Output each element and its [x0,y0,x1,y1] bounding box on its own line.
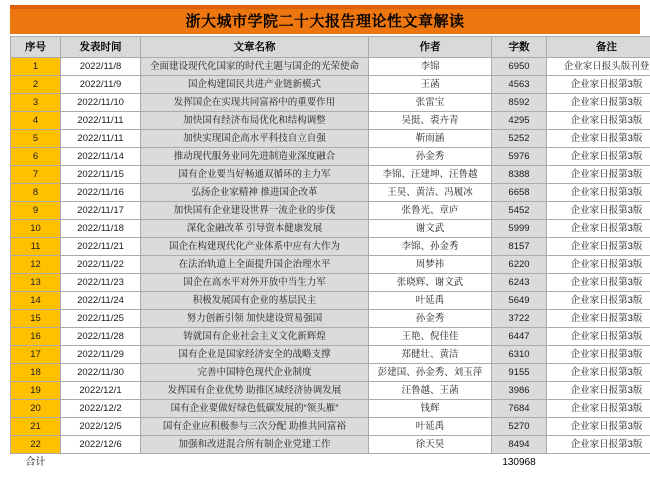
table-cell: 叶延禹 [369,418,492,436]
table-cell: 汪鲁越、王菡 [369,382,492,400]
table-cell: 2 [11,76,61,94]
table-cell: 2022/11/9 [61,76,141,94]
table-row [11,94,650,112]
table-cell: 2022/11/29 [61,346,141,364]
table-cell: 2022/11/25 [61,310,141,328]
table-cell: 王昊、黄洁、冯履冰 [369,184,492,202]
column-header-5: 备注 [547,37,650,58]
table-cell: 国有企业要当好畅通双循环的主力军 [141,166,369,184]
table-cell: 6447 [492,328,547,346]
table-cell: 2022/11/10 [61,94,141,112]
table-cell: 加快国有企业建设世界一流企业的步伐 [141,202,369,220]
table-cell: 铸就国有企业社会主义文化新辉煌 [141,328,369,346]
table-cell: 8 [11,184,61,202]
table-row [11,184,650,202]
table-cell: 李锦、孙金秀 [369,238,492,256]
table-cell: 5649 [492,292,547,310]
table-cell: 周梦祎 [369,256,492,274]
table-cell: 2022/12/5 [61,418,141,436]
table-cell: 企业家日报第3版 [547,220,650,238]
table-cell: 国企构建国民共进产业链新模式 [141,76,369,94]
table-cell: 国有企业是国家经济安全的战略支撑 [141,346,369,364]
table-cell: 全面建设现代化国家的时代主题与国企的光荣使命 [141,58,369,76]
table-cell: 8157 [492,238,547,256]
column-header-4: 字数 [492,37,547,58]
empty-cell [61,454,141,473]
table-cell: 9 [11,202,61,220]
table-cell: 2022/12/1 [61,382,141,400]
table-cell: 企业家日报第3版 [547,364,650,382]
table-row [11,76,650,94]
table-cell: 1 [11,58,61,76]
column-header-3: 作者 [369,37,492,58]
table-cell: 企业家日报第3版 [547,328,650,346]
table-row [11,220,650,238]
table-cell: 2022/11/22 [61,256,141,274]
table-cell: 2022/11/24 [61,292,141,310]
table-cell: 2022/12/2 [61,400,141,418]
table-cell: 6950 [492,58,547,76]
table-cell: 企业家日报第3版 [547,292,650,310]
table-cell: 李锦 [369,58,492,76]
table-cell: 2022/11/8 [61,58,141,76]
table-cell: 6 [11,148,61,166]
table-row [11,310,650,328]
table-cell: 企业家日报第3版 [547,130,650,148]
table-title: 浙大城市学院二十大报告理论性文章解读 [10,5,640,34]
column-header-1: 发表时间 [61,37,141,58]
table-row [11,400,650,418]
table-cell: 加快国有经济布局优化和结构调整 [141,112,369,130]
table-row [11,202,650,220]
table-cell: 在法治轨道上全面提升国企治理水平 [141,256,369,274]
column-header-0: 序号 [11,37,61,58]
table-cell: 5270 [492,418,547,436]
table-cell: 企业家日报第3版 [547,238,650,256]
table-row [11,364,650,382]
table-cell: 加快实现国企高水平科技自立自强 [141,130,369,148]
table-cell: 企业家日报第3版 [547,202,650,220]
table-cell: 王菡 [369,76,492,94]
table-cell: 3722 [492,310,547,328]
table-cell: 17 [11,346,61,364]
table-cell: 企业家日报第3版 [547,436,650,454]
table-cell: 2022/11/14 [61,148,141,166]
articles-table [10,36,650,472]
table-cell: 张雷宝 [369,94,492,112]
table-cell: 7684 [492,400,547,418]
table-row [11,436,650,454]
table-cell: 5252 [492,130,547,148]
table-cell: 积极发展国有企业的基层民主 [141,292,369,310]
table-cell: 孙金秀 [369,148,492,166]
table-cell: 10 [11,220,61,238]
table-cell: 2022/12/6 [61,436,141,454]
table-cell: 11 [11,238,61,256]
table-cell: 努力创新引领 加快建设贸易强国 [141,310,369,328]
table-cell: 企业家日报第3版 [547,94,650,112]
table-cell: 李锦、汪建坤、汪鲁越 [369,166,492,184]
table-cell: 企业家日报第3版 [547,184,650,202]
table-cell: 3 [11,94,61,112]
table-cell: 国企在构建现代化产业体系中应有大作为 [141,238,369,256]
table-row [11,292,650,310]
table-row [11,130,650,148]
table-cell: 7 [11,166,61,184]
table-cell: 叶延禹 [369,292,492,310]
table-cell: 3986 [492,382,547,400]
table-cell: 完善中国特色现代企业制度 [141,364,369,382]
table-cell: 16 [11,328,61,346]
total-label: 合计 [11,454,61,473]
table-cell: 国有企业要做好绿色低碳发展的“领头雁” [141,400,369,418]
table-cell: 18 [11,364,61,382]
header-row [11,37,650,58]
table-cell: 国企在高水平对外开放中当生力军 [141,274,369,292]
table-row [11,58,650,76]
table-cell: 8388 [492,166,547,184]
table-cell: 张鲁光、章庐 [369,202,492,220]
empty-cell [547,454,650,473]
table-cell: 彭建国、孙金秀、刘玉萍 [369,364,492,382]
table-cell: 13 [11,274,61,292]
table-cell: 2022/11/11 [61,112,141,130]
table-cell: 8494 [492,436,547,454]
table-cell: 徐天昊 [369,436,492,454]
table-cell: 企业家日报第3版 [547,346,650,364]
table-cell: 5999 [492,220,547,238]
table-row [11,256,650,274]
table-cell: 企业家日报第3版 [547,400,650,418]
table-cell: 企业家日报第3版 [547,148,650,166]
table-row [11,166,650,184]
table-cell: 21 [11,418,61,436]
table-cell: 发挥国企在实现共同富裕中的重要作用 [141,94,369,112]
table-cell: 企业家日报头版刊登 [547,58,650,76]
table-row [11,418,650,436]
table-row [11,346,650,364]
table-cell: 2022/11/23 [61,274,141,292]
table-cell: 2022/11/30 [61,364,141,382]
table-cell: 企业家日报第3版 [547,76,650,94]
table-cell: 4 [11,112,61,130]
table-cell: 深化金融改革 引导资本健康发展 [141,220,369,238]
table-cell: 推动现代服务业同先进制造业深度融合 [141,148,369,166]
table-cell: 郑健壮、黄洁 [369,346,492,364]
table-cell: 4295 [492,112,547,130]
table-cell: 国有企业应积极参与三次分配 助推共同富裕 [141,418,369,436]
table-cell: 企业家日报第3版 [547,274,650,292]
spreadsheet-page [10,5,650,472]
table-cell: 6310 [492,346,547,364]
table-cell: 企业家日报第3版 [547,112,650,130]
table-cell: 2022/11/18 [61,220,141,238]
table-cell: 9155 [492,364,547,382]
table-cell: 企业家日报第3版 [547,310,650,328]
table-cell: 钱辉 [369,400,492,418]
empty-cell [369,454,492,473]
table-cell: 企业家日报第3版 [547,256,650,274]
table-cell: 2022/11/28 [61,328,141,346]
table-cell: 靳雨涵 [369,130,492,148]
table-cell: 14 [11,292,61,310]
table-cell: 弘扬企业家精神 推进国企改革 [141,184,369,202]
table-row [11,148,650,166]
table-cell: 20 [11,400,61,418]
table-cell: 2022/11/16 [61,184,141,202]
table-cell: 5976 [492,148,547,166]
table-cell: 张晓辉、谢文武 [369,274,492,292]
table-cell: 发挥国有企业优势 助推区域经济协调发展 [141,382,369,400]
table-cell: 6220 [492,256,547,274]
table-cell: 企业家日报第3版 [547,418,650,436]
table-cell: 5452 [492,202,547,220]
table-cell: 15 [11,310,61,328]
table-cell: 孙金秀 [369,310,492,328]
table-cell: 2022/11/11 [61,130,141,148]
empty-cell [141,454,369,473]
total-row [11,454,650,473]
table-cell: 8592 [492,94,547,112]
table-cell: 企业家日报第3版 [547,166,650,184]
table-body [11,58,650,454]
table-row [11,274,650,292]
table-cell: 6243 [492,274,547,292]
table-cell: 19 [11,382,61,400]
table-cell: 王艳、倪佳佳 [369,328,492,346]
table-cell: 4563 [492,76,547,94]
table-cell: 6658 [492,184,547,202]
table-cell: 2022/11/17 [61,202,141,220]
table-cell: 加强和改进混合所有制企业党建工作 [141,436,369,454]
table-row [11,238,650,256]
total-value: 130968 [492,454,547,473]
table-cell: 2022/11/21 [61,238,141,256]
table-cell: 12 [11,256,61,274]
table-cell: 2022/11/15 [61,166,141,184]
table-cell: 5 [11,130,61,148]
table-cell: 企业家日报第3版 [547,382,650,400]
table-cell: 谢文武 [369,220,492,238]
table-cell: 吴挺、裘卉青 [369,112,492,130]
column-header-2: 文章名称 [141,37,369,58]
table-cell: 22 [11,436,61,454]
table-row [11,382,650,400]
table-row [11,328,650,346]
table-row [11,112,650,130]
